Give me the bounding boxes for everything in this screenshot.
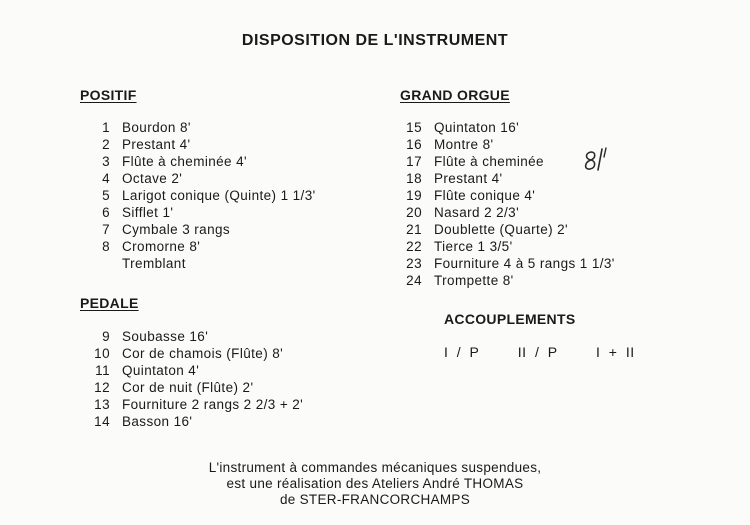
accouplements-heading: ACCOUPLEMENTS bbox=[444, 311, 576, 327]
coupler-item: I / P bbox=[444, 344, 480, 360]
stop-row bbox=[88, 413, 303, 430]
stop-name: Nasard 2 2/3' bbox=[434, 205, 520, 220]
stop-row bbox=[88, 238, 316, 255]
footer-line: de STER-FRANCORCHAMPS bbox=[279, 492, 471, 507]
stop-name: Cromorne 8' bbox=[122, 239, 201, 254]
coupler-item: I + II bbox=[595, 344, 635, 360]
stop-row bbox=[400, 238, 615, 255]
stop-row bbox=[88, 170, 316, 187]
stop-row bbox=[400, 187, 615, 204]
stop-name: Tierce 1 3/5' bbox=[434, 239, 513, 254]
coupler-item: II / P bbox=[517, 344, 558, 360]
coupler-list bbox=[444, 344, 665, 360]
stop-number: 16 bbox=[406, 137, 422, 152]
stop-number: 1 bbox=[102, 120, 110, 135]
stop-number: 19 bbox=[406, 188, 422, 203]
stop-number: 22 bbox=[406, 239, 422, 254]
stop-row bbox=[88, 396, 303, 413]
stop-number: 6 bbox=[102, 205, 110, 220]
stop-name: Larigot conique (Quinte) 1 1/3' bbox=[122, 188, 316, 203]
stop-number: 24 bbox=[406, 273, 422, 288]
stop-number: 17 bbox=[406, 154, 422, 169]
stop-number: 15 bbox=[406, 120, 422, 135]
document-title: DISPOSITION DE L'INSTRUMENT bbox=[241, 32, 509, 49]
stop-name: Quintaton 16' bbox=[434, 120, 520, 135]
stop-name: Doublette (Quarte) 2' bbox=[434, 222, 569, 237]
footer-line: est une réalisation des Ateliers André THOMAS bbox=[226, 476, 524, 491]
builder-credit bbox=[0, 460, 750, 508]
stop-row bbox=[88, 328, 303, 345]
stop-number: 13 bbox=[94, 397, 110, 412]
stop-row bbox=[88, 187, 316, 204]
stop-number: 9 bbox=[102, 329, 110, 344]
stop-name: Prestant 4' bbox=[434, 171, 503, 186]
stop-name: Bourdon 8' bbox=[122, 120, 191, 135]
stop-name: Cymbale 3 rangs bbox=[122, 222, 231, 237]
stop-row bbox=[88, 221, 316, 238]
stop-row bbox=[88, 345, 303, 362]
stop-row bbox=[88, 255, 316, 272]
stop-number: 20 bbox=[406, 205, 422, 220]
stop-number: 23 bbox=[406, 256, 422, 271]
stop-name: Basson 16' bbox=[122, 414, 193, 429]
stop-row bbox=[400, 204, 615, 221]
stop-number: 3 bbox=[102, 154, 110, 169]
stop-name: Soubasse 16' bbox=[122, 329, 209, 344]
stop-name: Flûte à cheminée 4' bbox=[122, 154, 247, 169]
handwritten-annotation-icon bbox=[582, 146, 612, 174]
stop-name: Trompette 8' bbox=[434, 273, 514, 288]
pedale-stop-list bbox=[88, 328, 303, 430]
positif-stop-list bbox=[88, 119, 316, 272]
grand-orgue-stop-list bbox=[400, 119, 615, 289]
stop-row bbox=[400, 255, 615, 272]
stop-number: 14 bbox=[94, 414, 110, 429]
stop-name: Flûte à cheminée bbox=[434, 154, 544, 169]
stop-row bbox=[88, 204, 316, 221]
stop-row bbox=[88, 362, 303, 379]
stop-row bbox=[88, 119, 316, 136]
stop-name: Fourniture 4 à 5 rangs 1 1/3' bbox=[434, 256, 615, 271]
stop-name: Tremblant bbox=[122, 256, 186, 271]
stop-number bbox=[88, 255, 110, 272]
stop-name: Montre 8' bbox=[434, 137, 494, 152]
stop-number: 10 bbox=[94, 346, 110, 361]
stop-name: Sifflet 1' bbox=[122, 205, 174, 220]
stop-number: 7 bbox=[102, 222, 110, 237]
grand-orgue-heading: GRAND ORGUE bbox=[400, 87, 510, 103]
stop-number: 4 bbox=[102, 171, 110, 186]
stop-number: 8 bbox=[102, 239, 110, 254]
stop-row bbox=[88, 379, 303, 396]
stop-number: 5 bbox=[102, 188, 110, 203]
stop-name: Octave 2' bbox=[122, 171, 183, 186]
stop-row bbox=[88, 153, 316, 170]
stop-number: 2 bbox=[102, 137, 110, 152]
stop-name: Cor de chamois (Flûte) 8' bbox=[122, 346, 284, 361]
stop-row bbox=[400, 119, 615, 136]
stop-row bbox=[400, 272, 615, 289]
positif-heading: POSITIF bbox=[80, 87, 137, 103]
footer-line: L'instrument à commandes mécaniques suspendues, bbox=[208, 460, 542, 475]
stop-number: 12 bbox=[94, 380, 110, 395]
stop-number: 11 bbox=[95, 363, 110, 378]
stop-number: 21 bbox=[406, 222, 422, 237]
stop-name: Flûte conique 4' bbox=[434, 188, 536, 203]
stop-name: Fourniture 2 rangs 2 2/3 + 2' bbox=[122, 397, 304, 412]
stop-row bbox=[88, 136, 316, 153]
stop-name: Quintaton 4' bbox=[122, 363, 200, 378]
pedale-heading: PEDALE bbox=[80, 295, 139, 311]
stop-row bbox=[400, 221, 615, 238]
stop-name: Cor de nuit (Flûte) 2' bbox=[122, 380, 254, 395]
stop-name: Prestant 4' bbox=[122, 137, 191, 152]
stop-number: 18 bbox=[406, 171, 422, 186]
